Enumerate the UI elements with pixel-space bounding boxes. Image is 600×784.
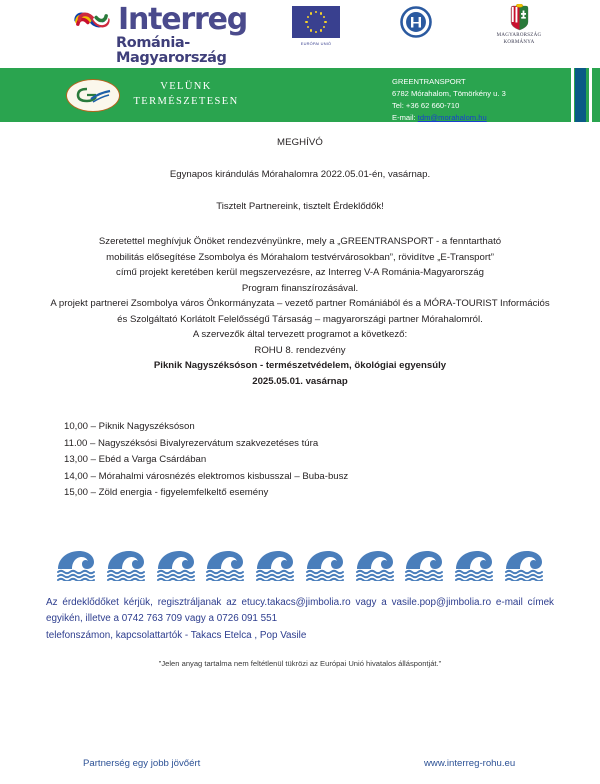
banner-motto-line1: VELÜNK <box>160 81 212 92</box>
wave-icon <box>156 550 196 581</box>
eu-disclaimer: ”Jelen anyag tartalma nem feltétlenül tükrözi az Európai Unió hivatalos álláspontját.” <box>158 659 442 669</box>
interreg-wordmark: Interreg <box>118 2 248 37</box>
banner-address: 6782 Mórahalom, Tömörkény u. 3 <box>392 88 506 98</box>
lead-line: Egynapos kirándulás Mórahalomra 2022.05.01-én, vasárnap. <box>169 169 431 180</box>
footer-website[interactable]: www.interreg-rohu.eu <box>424 758 516 769</box>
wave-icon <box>504 550 544 581</box>
document-body <box>0 137 600 668</box>
banner-email-label: E-mail: <box>392 112 416 122</box>
wave-icon <box>355 550 395 581</box>
green-contact-banner <box>0 68 600 122</box>
hungary-caption-line2: KORMÁNYA <box>503 39 535 45</box>
wave-icon <box>305 550 345 581</box>
hungary-government-logo <box>483 4 555 47</box>
eu-flag-icon <box>292 6 340 38</box>
romania-government-seal-icon <box>400 6 432 38</box>
banner-org-name: GREENTRANSPORT <box>392 77 466 86</box>
event-date: 2025.05.01. vasárnap <box>252 375 348 387</box>
partners-paragraph-line: A projekt partnerei Zsombolya város Önkormányzata – vezető partner Romániából és a <box>50 298 421 310</box>
banner-contact-block <box>392 76 506 122</box>
hungary-caption-line1: MAGYARORSZÁG <box>496 33 542 38</box>
event-title: Piknik Nagyszéksóson - természetvédelem, ökológiai egyensúly <box>153 360 447 372</box>
schedule-item: 15,00 – Zöld energia - figyelemfelkeltő esemény <box>64 487 269 499</box>
intro-paragraph-line: mobilitás elősegítése Zsombolya és Mórahalom testvérvárosokban”, rövidítve „E-Transport” <box>106 251 494 263</box>
wave-divider <box>46 550 554 581</box>
registration-contact-paragraph <box>46 595 554 644</box>
wave-icon <box>404 550 444 581</box>
interreg-program-name: Románia-Magyarország <box>116 35 227 67</box>
event-number: ROHU 8. rendezvény <box>254 344 346 356</box>
intro-paragraph-line: című projekt keretében kerül megszervezésre, az Interreg V-A Románia-Magyarország <box>116 267 484 279</box>
eu-logo <box>288 6 344 46</box>
footer-slogan: Partnerség egy jobb jövőért <box>83 758 201 769</box>
banner-divider-right <box>589 68 592 122</box>
wave-icon <box>56 550 96 581</box>
program-intro: A szervezők által tervezett programot a következő: <box>192 329 408 341</box>
eu-caption: EURÓPAI UNIÓ <box>300 40 332 46</box>
schedule-item: 10,00 – Piknik Nagyszéksóson <box>64 421 195 433</box>
partners-paragraph <box>46 296 554 327</box>
wave-icon <box>106 550 146 581</box>
interreg-infinity-icon <box>72 6 112 34</box>
registration-contact-text: Az érdeklődőket kérjük, regisztráljanak az etucy.takacs@jimbolia.ro vagy a vasile.pop@jimbolia.ro e-mail címek egyikén, illetve a 0742 763 709 vagy a 0726 091 551 <box>46 596 554 625</box>
schedule-item: 14,00 – Mórahalmi városnézés elektromos kisbusszal – Buba-busz <box>64 470 349 482</box>
page-title: MEGHÍVÓ <box>276 137 323 148</box>
banner-email-link[interactable]: tdm@morahalom.hu <box>417 112 487 122</box>
banner-phone: Tel: +36 62 660-710 <box>392 100 460 110</box>
registration-contact-last-line: telefonszámon, kapcsolattartók - Takacs Etelca , Pop Vasile <box>46 629 307 641</box>
banner-blue-stripe <box>575 68 586 122</box>
partners-paragraph-line: MÓRA-TOURIST Információs és Szolgáltató Korlátolt Felelősségű Társaság – magyarországi <box>117 298 550 325</box>
header-logo-strip <box>0 0 600 68</box>
wave-icon <box>255 550 295 581</box>
schedule-list <box>46 419 554 502</box>
velunk-termeszetesen-logo-icon <box>66 79 120 112</box>
banner-motto-line2: TERMÉSZETESEN <box>133 96 239 108</box>
wave-icon <box>205 550 245 581</box>
schedule-item: 13,00 – Ebéd a Varga Csárdában <box>64 454 207 466</box>
banner-motto <box>128 79 244 109</box>
intro-paragraph-line: Szeretettel meghívjuk Önöket rendezvényünkre, mely a „GREENTRANSPORT - a fenntartható <box>98 236 502 247</box>
intro-paragraph <box>46 234 554 296</box>
hungary-coat-of-arms-icon <box>509 4 530 31</box>
banner-email-row <box>392 112 506 122</box>
interreg-logo <box>72 4 277 76</box>
wave-icon <box>454 550 494 581</box>
partners-paragraph-line: partner Mórahalomról. <box>388 313 483 325</box>
banner-divider-left <box>571 68 574 122</box>
intro-paragraph-line: Program finanszírozásával. <box>241 282 359 294</box>
schedule-item: 11.00 – Nagyszéksósi Bivalyrezervátum szakvezetéses túra <box>64 437 319 449</box>
salutation: Tisztelt Partnereink, tisztelt Érdeklődők! <box>216 201 384 212</box>
